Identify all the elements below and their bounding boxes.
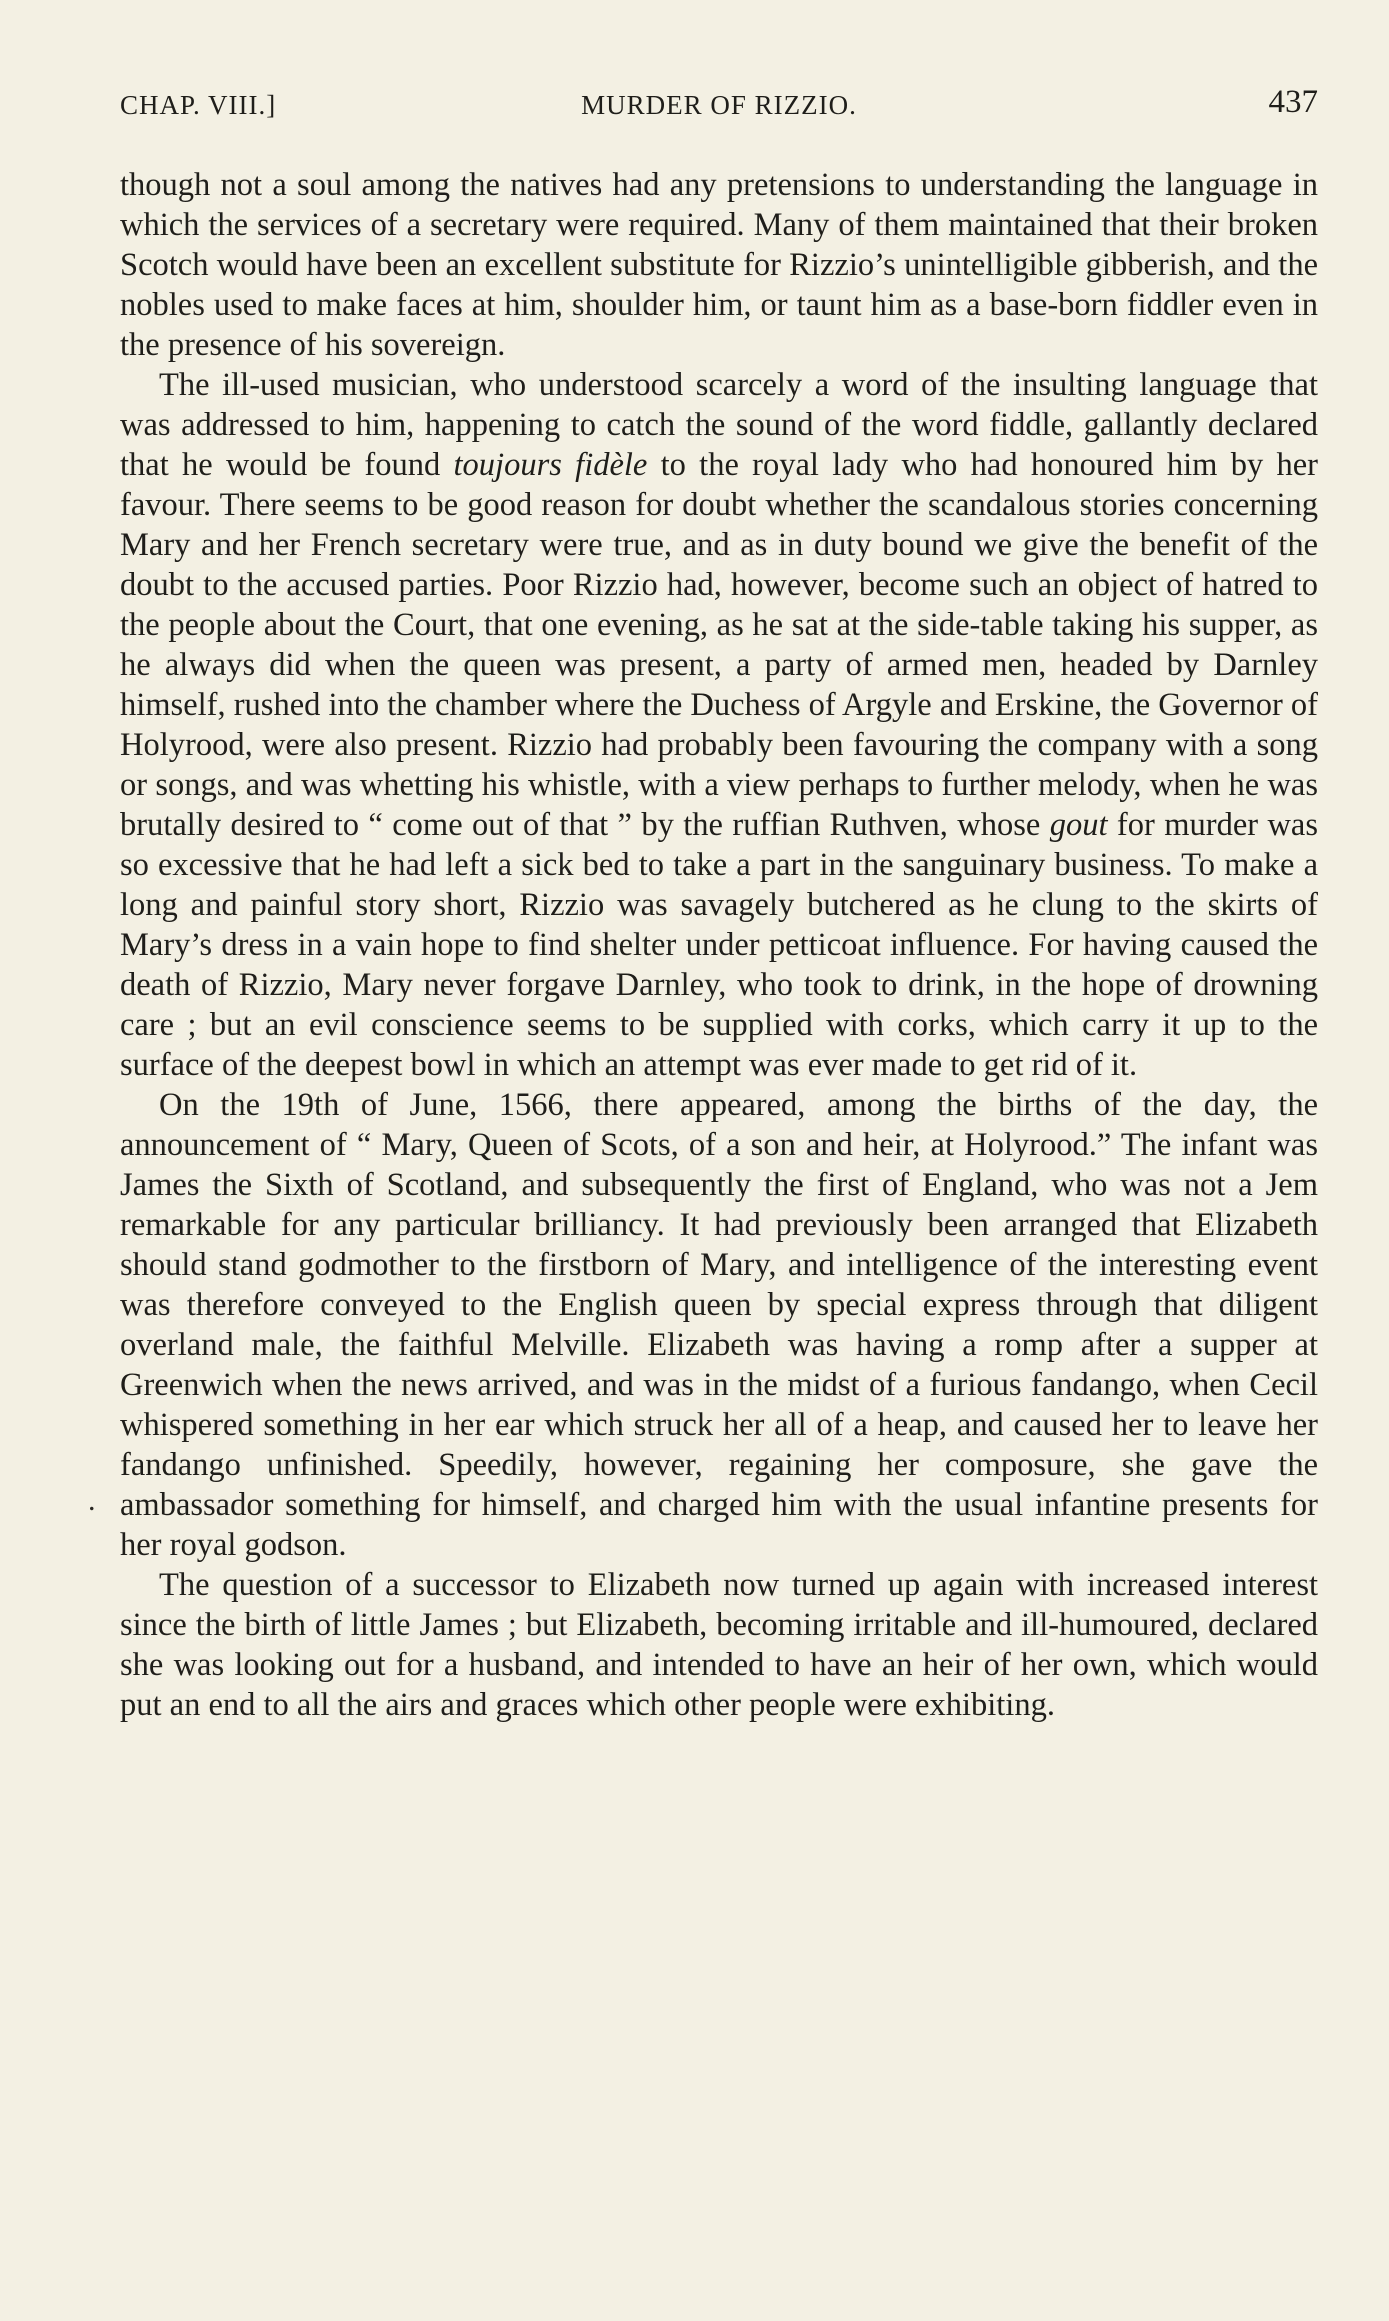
paragraph-2-italic-phrase: toujours fidèle xyxy=(453,447,648,483)
paragraph-2-tail: for murder was so excessive that he had left a sick bed to take a part in the sanguinary business. To make a long and painful story short, Rizzio was savagely butchered as he clung to the skirts of Mary’s dress in a vain hope to find shelter under petticoat influence. For having caused the death of Rizzio, Mary never forgave Darnley, who took to drink, in the hope of drowning care ; but an evil conscience seems to be supplied with corks, which carry it up to the surface of the deepest bowl in which an attempt was ever made to get rid of it. xyxy=(120,807,1319,1083)
page-number: 437 xyxy=(1268,84,1318,120)
paragraph-4: The question of a successor to Elizabeth now turned up again with increased interest since the birth of little James ; but Elizabeth, becoming irritable and ill-humoured, declared she was looking out for a husband, and intended to have an heir of her own, which would put an end to all the airs and graces which other people were exhibiting. xyxy=(120,1567,1318,1723)
paragraph-3: On the 19th of June, 1566, there appeared, among the births of the day, the announcement of “ Mary, Queen of Scots, of a son and heir, at Holyrood.” The infant was James the Sixth of Scotland, and subsequently the first of England, who was not a Jem remarkable for any particular brilliancy. It had previously been arranged that Elizabeth should stand godmother to the firstborn of Mary, and intelligence of the interesting event was therefore conveyed to the English queen by special express through that diligent overland male, the faithful Melville. Elizabeth was having a romp after a supper at Greenwich when the news arrived, and was in the midst of a furious fandango, when Cecil whispered something in her ear which struck her all of a heap, and caused her to leave her fandango unfinished. Speedily, however, regaining her composure, she gave the ambassador something for himself, and charged him with the usual infantine presents for her royal godson. xyxy=(120,1087,1318,1563)
paragraph-2-middle: to the royal lady who had honoured him by her favour. There seems to be good reason for doubt whether the scandalous stories concerning Mary and her French secretary were true, and as in duty bound we give the benefit of the doubt to the accused parties. Poor Rizzio had, however, become such an object of hatred to the people about the Court, that one evening, as he sat at the side-table taking his supper, as he always did when the queen was present, a party of armed men, headed by Darnley himself, rushed into the chamber where the Duchess of Argyle and Erskine, the Governor of Holyrood, were also present. Rizzio had probably been favouring the company with a song or songs, and was whetting his whistle, with a view perhaps to further melody, when he was brutally desired to “ come out of that ” by the ruffian Ruthven, whose xyxy=(120,447,1319,843)
body-text xyxy=(120,165,1318,1725)
chapter-label: CHAP. VIII.] xyxy=(120,90,277,120)
paragraph-1: though not a soul among the natives had any pretensions to understanding the language in which the services of a secretary were required. Many of them maintained that their broken Scotch would have been an excellent substitute for Rizzio’s unintelligible gibberish, and the nobles used to make faces at him, shoulder him, or taunt him as a base-born fiddler even in the presence of his sovereign. xyxy=(120,167,1318,363)
margin-mark: . xyxy=(88,1484,96,1517)
running-head xyxy=(120,86,1318,126)
paragraph-2-italic-word: gout xyxy=(1049,807,1108,843)
running-title: MURDER OF RIZZIO. xyxy=(581,90,857,120)
paragraph-2-lead: The ill-used musician, who understood scarcely a word of the insulting language that was addressed to him, happening to catch the sound of the word fiddle, gallantly declared that he would be found xyxy=(120,367,1318,483)
paragraph-2 xyxy=(120,365,1318,1085)
